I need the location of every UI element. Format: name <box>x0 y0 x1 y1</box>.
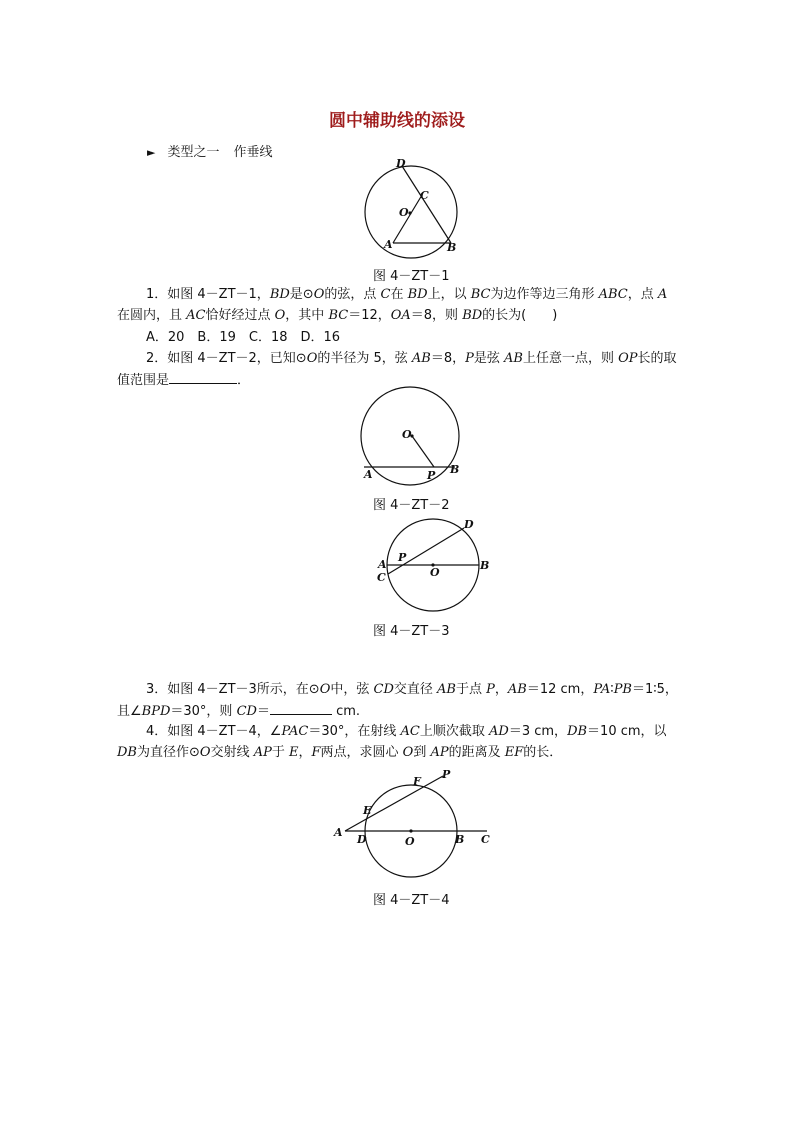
problem-4: 4．如图 4－ZT－4，∠PAC＝30°，在射线 AC上顺次截取 AD＝3 cm，DB＝10 cm，以 DB为直径作⊙O交射线 AP于 E，F两点，求圆心 O到 AP的距离及 EF的长． <box>117 724 667 760</box>
problem-2: 2．如图 4－ZT－2，已知⊙O的半径为 5，弦 AB＝8，P是弦 AB上任意一点，则 OP长的取值范围是 ． <box>117 351 677 388</box>
chord-bd <box>402 166 451 243</box>
label-b: B <box>455 833 465 846</box>
label-f: F <box>413 775 421 788</box>
label-o: O <box>430 566 440 579</box>
label-c: C <box>420 189 429 202</box>
section-topic: 作垂线 <box>233 145 273 160</box>
section-heading <box>147 141 273 160</box>
segment-ac <box>393 195 422 243</box>
label-d: D <box>357 833 367 846</box>
label-b: B <box>450 463 460 476</box>
label-o: O <box>399 206 409 219</box>
label-c: C <box>377 571 386 584</box>
segment-op <box>412 436 434 467</box>
label-a: A <box>384 238 393 251</box>
problem-3: 3．如图 4－ZT－3所示，在⊙O中，弦 CD交直径 AB于点 P，AB＝12 cm，PA∶PB＝1∶5， <box>146 682 678 697</box>
label-o: O <box>402 428 412 441</box>
center-point <box>409 829 412 832</box>
section-marker: ► <box>147 146 156 159</box>
center-point <box>408 211 411 214</box>
problem-1: 1．如图 4－ZT－1，BD是⊙O的弦，点 C在 BD上，以 BC为边作等边三角形 ABC，点 A在圆内，且 AC恰好经过点 O，其中 BC＝12，OA＝8，则 BD的长为( ) <box>117 287 668 323</box>
figure-1 <box>355 155 465 260</box>
problem-3-line2: 且∠BPD＝30°，则 CD＝ cm. <box>117 700 679 722</box>
answer-blank-3[interactable] <box>270 700 332 715</box>
figure-1-caption: 图 4－ZT－1 <box>373 269 450 284</box>
label-b: B <box>480 559 490 572</box>
label-a: A <box>364 468 373 481</box>
label-a: A <box>378 558 387 571</box>
ray-ap <box>345 776 443 831</box>
label-d: D <box>464 518 474 531</box>
label-p: P <box>427 469 436 482</box>
label-e: E <box>363 804 372 817</box>
label-a: A <box>334 826 343 839</box>
label-p: P <box>398 551 407 564</box>
figure-4 <box>325 765 500 885</box>
section-label: 类型之一 <box>167 145 220 160</box>
answer-blank-2[interactable] <box>169 369 237 384</box>
label-c: C <box>481 833 490 846</box>
label-d: D <box>396 157 406 170</box>
label-o: O <box>405 835 415 848</box>
figure-4-caption: 图 4－ZT－4 <box>373 893 450 908</box>
figure-2 <box>355 388 470 488</box>
problem-1-options: A．20 B．19 C．18 D．16 <box>146 330 341 345</box>
figure-2-caption: 图 4－ZT－2 <box>373 498 450 513</box>
label-b: B <box>447 241 457 254</box>
figure-3 <box>370 514 495 614</box>
label-p: P <box>442 768 451 781</box>
figure-3-caption: 图 4－ZT－3 <box>373 624 450 639</box>
page-title: 圆中辅助线的添设 <box>329 111 465 131</box>
